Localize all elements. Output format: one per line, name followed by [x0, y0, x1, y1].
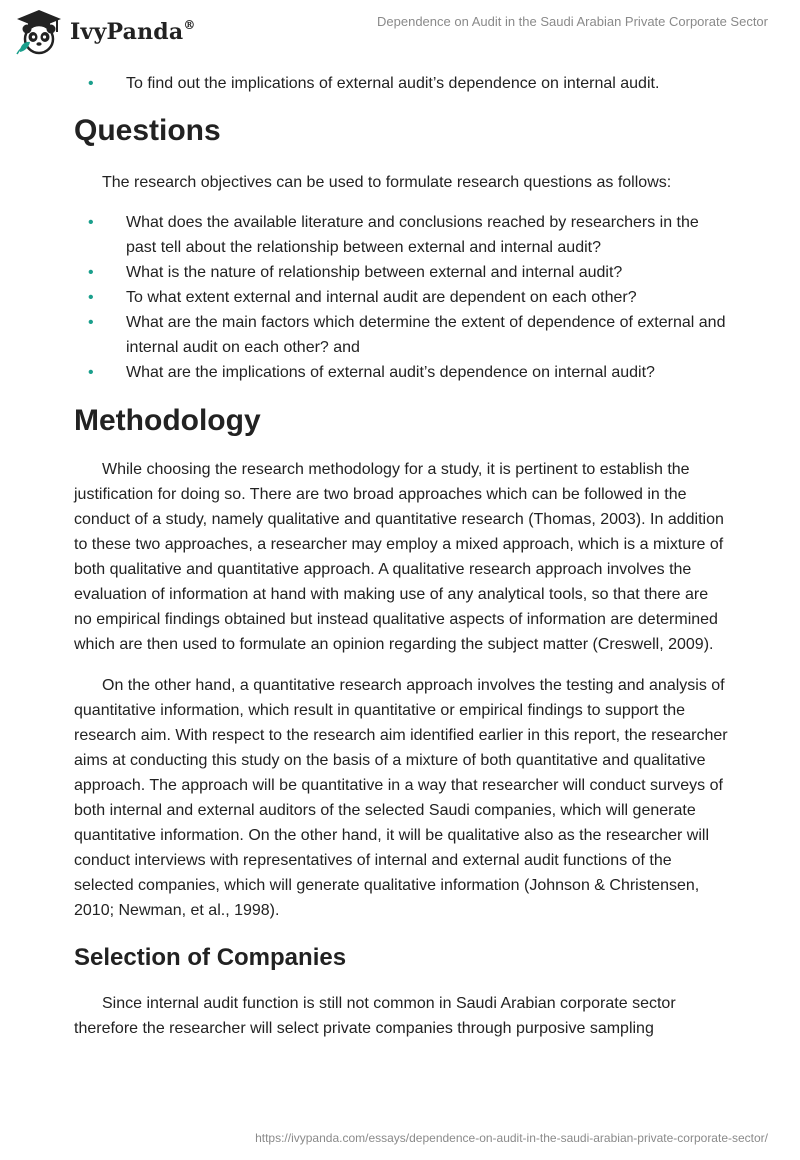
methodology-paragraph: On the other hand, a quantitative research approach involves the testing and analysis of quantitative information, which result in quantitative or empirical findings to support the research aim. With respect to the research aim identified earlier in this report, the researcher aims at conducting this study on the basis of a mixture of both quantitative and qualitative approach. The approach will be quantitative in a way that researcher will conduct surveys of both internal and external auditors of the selected Saudi companies, which will generate quantitative information. On the other hand, it will be qualitative also as the researcher will conduct interviews with representatives of internal and external audit functions of the selected companies, which will generate qualitative information (Johnson & Christensen, 2010; Newman, et al., 1998). [74, 677, 728, 919]
document-title: Dependence on Audit in the Saudi Arabian Private Corporate Sector [377, 14, 768, 29]
selection-heading: Selection of Companies [74, 944, 347, 971]
bullet-icon: • [88, 314, 94, 331]
bullet-icon: • [88, 75, 94, 92]
list-item: • What does the available literature and conclusions reached by researchers in the past tell about the relationship between external and internal audit? [74, 210, 729, 260]
bullet-icon: • [88, 364, 94, 381]
methodology-heading: Methodology [74, 404, 261, 437]
questions-intro: The research objectives can be used to formulate research questions as follows: [102, 174, 672, 191]
list-item: • What are the implications of external audit’s dependence on internal audit? [74, 360, 729, 385]
list-item: • To find out the implications of external audit’s dependence on internal audit. [74, 71, 729, 96]
bullet-icon: • [88, 264, 94, 281]
objectives-list [74, 71, 729, 96]
bullet-icon: • [88, 214, 94, 231]
document-body [74, 70, 729, 1041]
brand-name: IvyPanda® [70, 17, 196, 45]
page-header [0, 0, 800, 64]
list-item: • To what extent external and internal audit are dependent on each other? [74, 285, 729, 310]
bullet-icon: • [88, 289, 94, 306]
questions-heading: Questions [74, 114, 221, 147]
panda-graduate-icon [14, 8, 64, 56]
list-item: • What are the main factors which determine the extent of dependence of external and internal audit on each other? and [74, 310, 729, 360]
list-item: • What is the nature of relationship between external and internal audit? [74, 260, 729, 285]
selection-paragraph: Since internal audit function is still not common in Saudi Arabian corporate sector therefore the researcher will select private companies through purposive sampling [74, 995, 676, 1037]
questions-list [74, 210, 729, 385]
methodology-paragraph: While choosing the research methodology for a study, it is pertinent to establish the justification for doing so. There are two broad approaches which can be followed in the conduct of a study, namely qualitative and quantitative research (Thomas, 2003). In addition to these two approaches, a researcher may employ a mixed approach, which is a mixture of both qualitative and quantitative approach. A qualitative research approach involves the evaluation of information at hand with making use of any analytical tools, so that there are no empirical findings obtained but instead qualitative aspects of information are determined which are then used to formulate an opinion regarding the subject matter (Creswell, 2009). [74, 461, 724, 653]
source-url[interactable]: https://ivypanda.com/essays/dependence-on-audit-in-the-saudi-arabian-private-corporate-sector/ [255, 1131, 768, 1145]
brand-logo[interactable] [14, 8, 196, 56]
